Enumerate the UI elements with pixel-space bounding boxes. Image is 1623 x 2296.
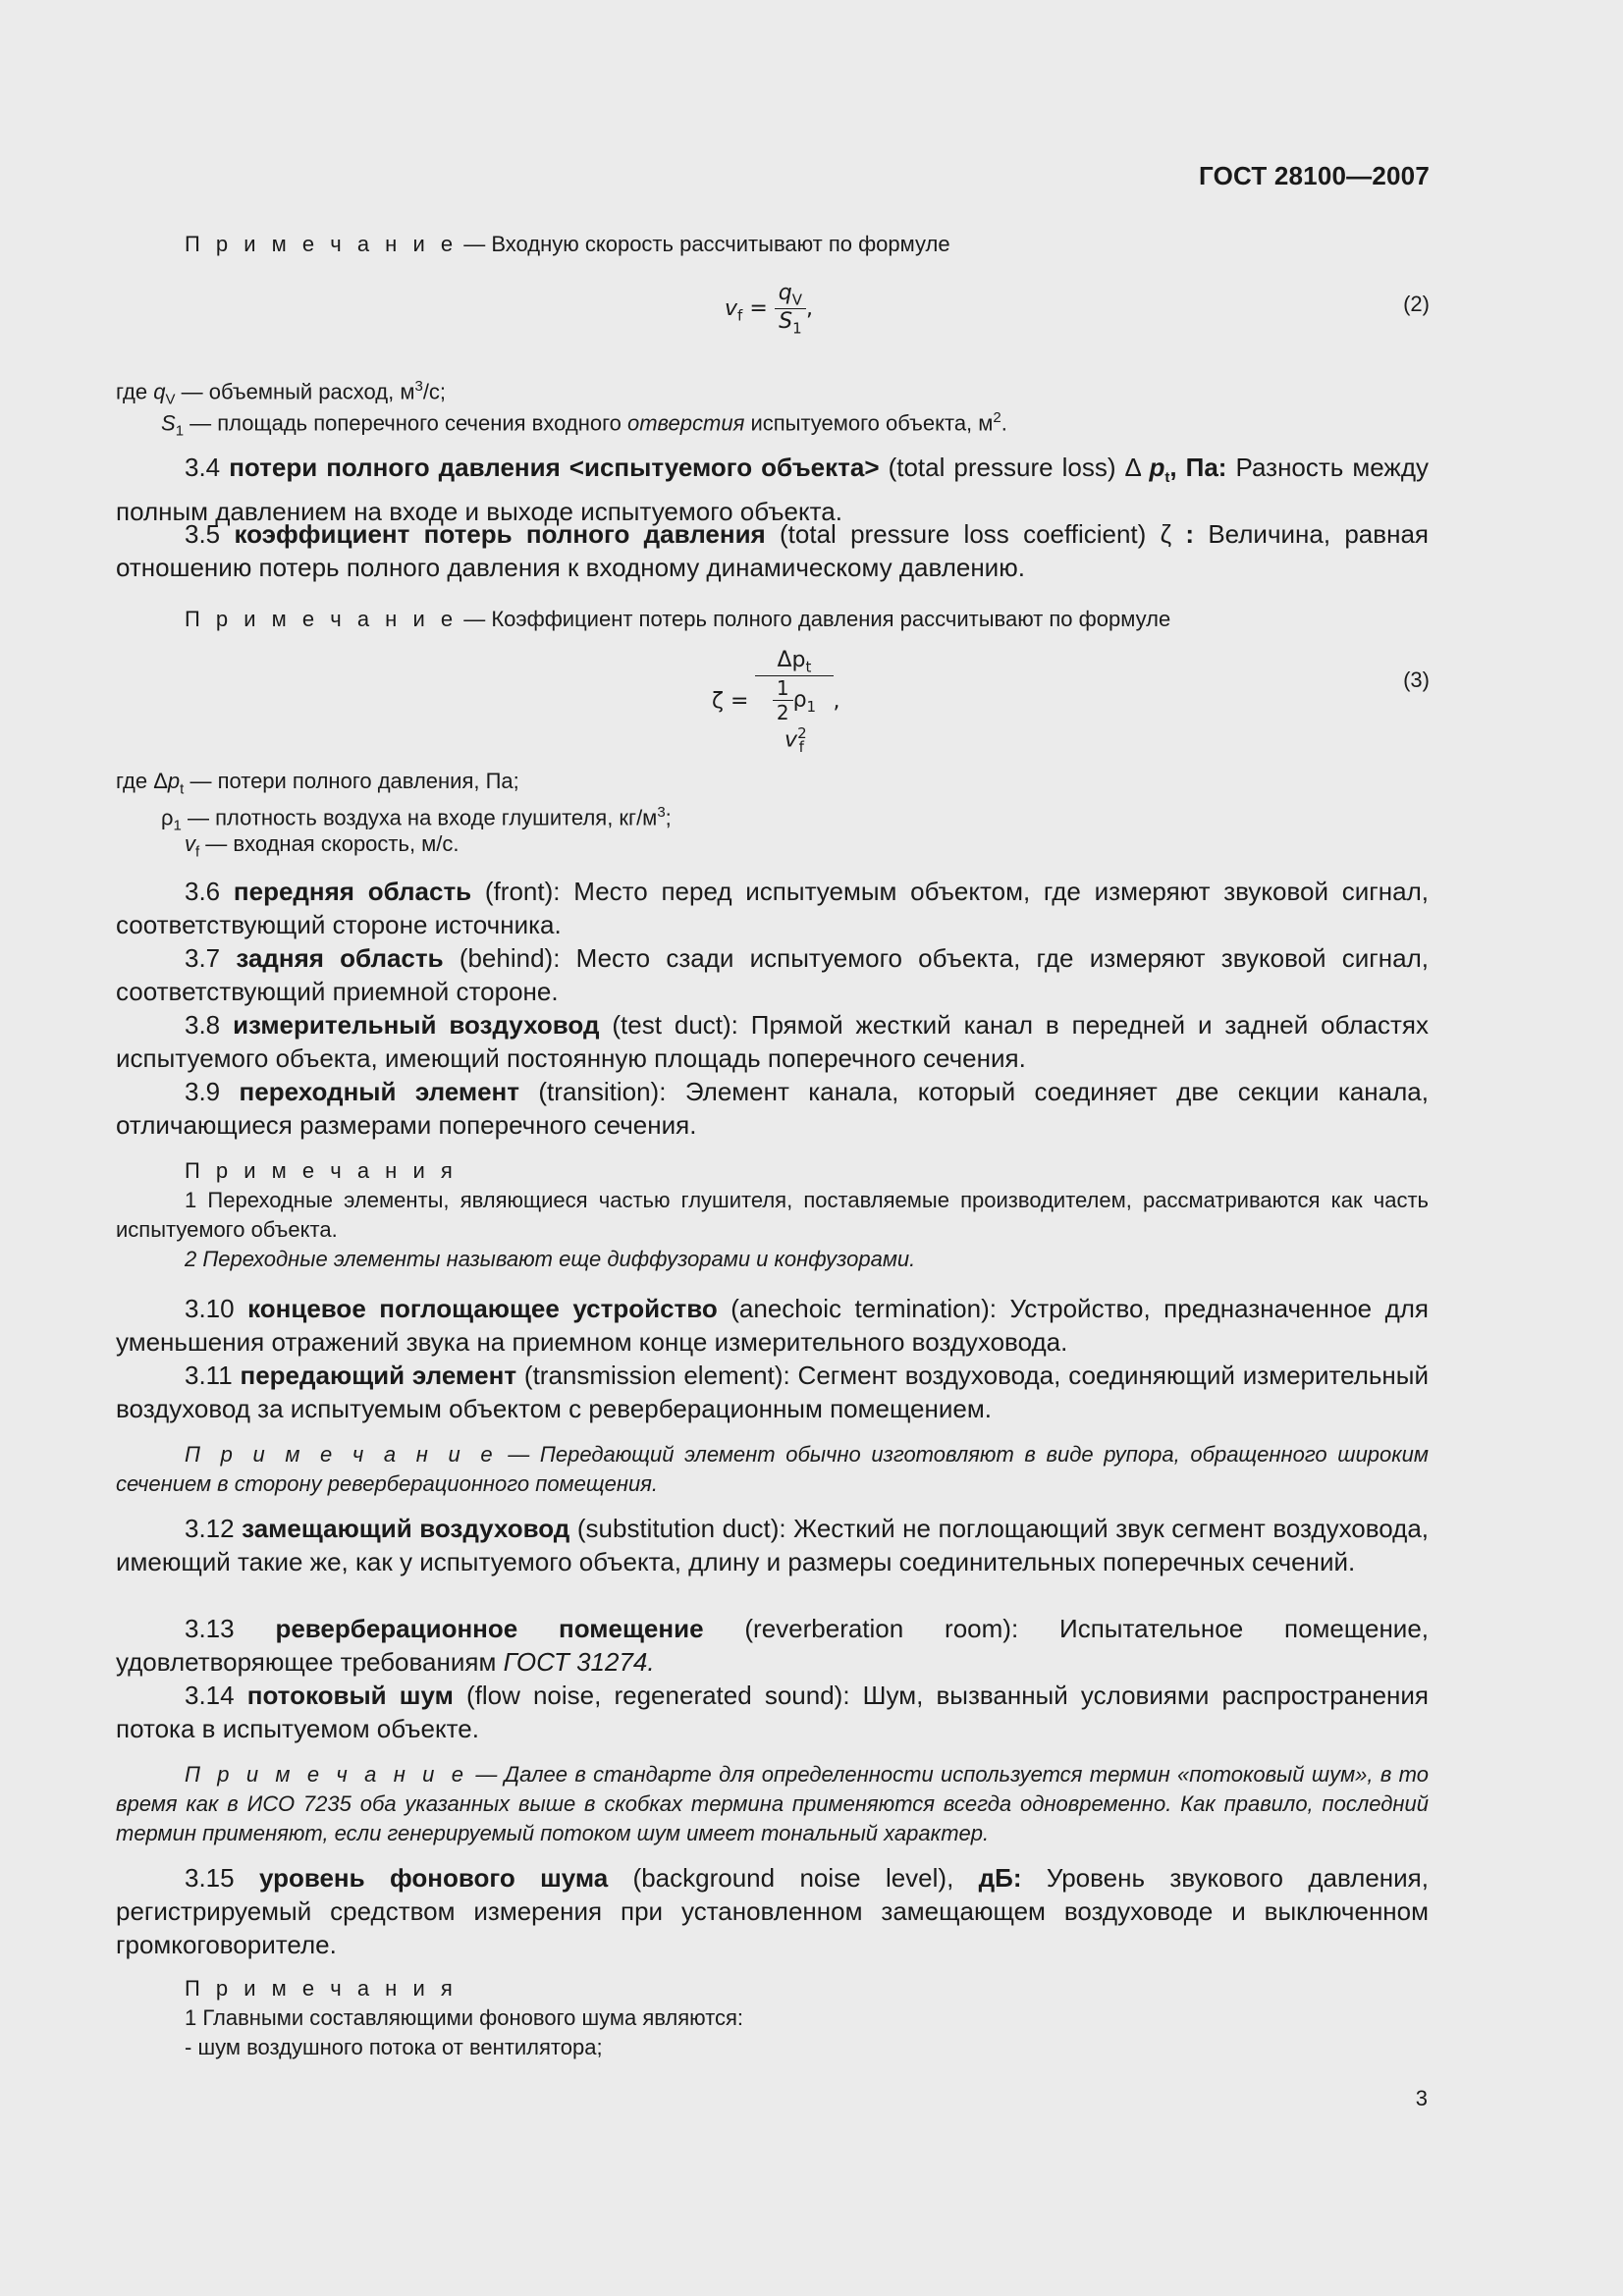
note-label: П р и м е ч а н и е [185,1762,468,1787]
formula-variable: ζ [712,689,724,715]
where-subscript: t [180,780,185,798]
formula-comma: , [805,295,813,321]
where-text: /с; [422,379,447,404]
note-label: П р и м е ч а н и е [185,232,459,256]
note-formula-3 [185,605,1170,634]
formula-fraction [775,281,806,338]
clause-english: (background noise level), [608,1863,979,1893]
clause-3-6 [116,875,1429,941]
note-text: — Передающий элемент обычно изготовляют в виде рупора, обращенного широким сечением в сторону реверберационного помещения. [116,1442,1429,1496]
formula-half [773,676,793,724]
clause-definition: (flow noise, regenerated sound): Шум, вызванный условиями распространения потока в испытуемом объекте. [116,1681,1429,1743]
where-line-v [185,828,460,868]
where-prefix: где Δ [116,769,168,793]
formula-subscript: V [791,291,802,309]
where-line-s [161,402,1007,448]
clause-number: 3.15 [185,1863,259,1893]
where-variable: ρ [161,805,174,830]
clause-symbol: p [1149,453,1165,482]
note-item-1: 1 Главными составляющими фонового шума являются: [185,2005,744,2030]
formula-subscript: t [805,658,812,676]
clause-3-14 [116,1679,1429,1745]
clause-3-9 [116,1075,1429,1142]
formula-fraction [755,648,833,756]
where-text: — площадь поперечного сечения входного [184,410,627,436]
clause-term: уровень фонового шума [258,1863,609,1893]
clause-english: (total pressure loss) Δ [879,453,1150,482]
where-subscript: f [195,843,200,861]
clause-term: потери полного давления <испытуемого объекта> [229,453,880,482]
clause-number: 3.12 [185,1514,243,1543]
clause-term: потоковый шум [246,1681,454,1710]
clause-unit: , Па: [1169,453,1227,482]
clause-number: 3.13 [185,1614,276,1643]
clause-definition: (transition): Элемент канала, который соединяет две секции канала, отличающиеся размерами поперечного сечения. [116,1077,1429,1140]
where-superscript: 3 [414,378,423,395]
formula-subscript: 1 [792,319,802,338]
where-variable: v [185,831,195,856]
formula-denominator: S [779,309,793,335]
where-subscript: V [165,391,176,408]
where-prefix: где [116,379,154,404]
notes-label: П р и м е ч а н и я [185,1976,458,2001]
where-superscript: 3 [657,804,666,821]
clause-3-13 [116,1612,1429,1679]
clause-term: переходный элемент [239,1077,519,1106]
formula-2 [725,281,813,338]
document-number: ГОСТ 28100—2007 [1199,161,1430,190]
where-text: испытуемого объекта, м [744,410,994,436]
clause-term: измерительный воздуховод [233,1010,600,1040]
clause-3-12 [116,1512,1429,1578]
clause-term: коэффициент потерь полного давления [234,519,766,549]
where-superscript: 2 [993,409,1001,426]
clause-term: реверберационное помещение [275,1614,704,1643]
clause-term: передняя область [233,877,472,906]
clause-number: 3.9 [185,1077,240,1106]
clause-definition: (behind): Место сзади испытуемого объекта, где измеряют звуковой сигнал, соответствующий приемной стороне. [116,943,1429,1006]
clause-3-8 [116,1008,1429,1075]
where-text: ; [665,805,672,830]
formula-subscript: 1 [806,698,817,717]
clause-number: 3.5 [185,519,235,549]
note-text: — Коэффициент потерь полного давления рассчитывают по формуле [458,607,1171,631]
clause-unit: дБ: [978,1863,1022,1893]
formula-numerator: q [778,281,792,305]
where-italic: отверстия [626,410,745,436]
clause-number: 3.10 [185,1294,248,1323]
notes-label: П р и м е ч а н и я [185,1158,458,1183]
clause-number: 3.6 [185,877,234,906]
formula-half-num: 1 [773,676,793,701]
clause-number: 3.8 [185,1010,234,1040]
where-variable: p [167,769,181,793]
clause-3-7 [116,941,1429,1008]
formula-rho: ρ [792,687,807,713]
clause-colon: : [1185,519,1195,549]
clause-definition: (front): Место перед испытуемым объектом, где измеряют звуковой сигнал, соответствующий стороне источника. [116,877,1429,939]
note-item-1: 1 Переходные элементы, являющиеся частью глушителя, поставляемые производителем, рассматриваются как часть испытуемого объекта. [116,1188,1429,1242]
equation-number-2: (2) [1403,292,1430,316]
formula-subscript: f [737,306,743,325]
where-text: — плотность воздуха на входе глушителя, кг/м [181,805,658,830]
clause-definition: Уровень звукового давления, регистрируемый средством измерения при установленном замещающем воздуховоде и выключенном громкоговорителе. [116,1863,1429,1959]
clause-number: 3.4 [185,453,230,482]
where-text: . [1001,410,1007,436]
where-subscript: 1 [175,422,185,440]
formula-comma: , [833,689,840,715]
where-text: — потери полного давления, Па; [184,769,519,793]
clause-term: передающий элемент [240,1361,517,1390]
where-variable: q [153,379,166,404]
note-3-14 [116,1760,1429,1848]
clause-english: (total pressure loss coefficient) ζ [765,519,1186,549]
clause-definition: (test duct): Прямой жесткий канал в передней и задней областях испытуемого объекта, имеющий постоянную площадь поперечного сечения. [116,1010,1429,1073]
clause-symbol-sub: t [1164,469,1170,487]
clause-definition: (anechoic termination): Устройство, предназначенное для уменьшения отражений звука на приемном конце измерительного воздуховода. [116,1294,1430,1357]
note-list-item: - шум воздушного потока от вентилятора; [185,2035,603,2059]
clause-3-11 [116,1359,1429,1425]
where-variable: S [161,410,176,436]
formula-variable: v [725,295,738,321]
formula-3 [712,648,840,756]
clause-term: задняя область [236,943,444,973]
note-formula-2 [185,230,950,259]
formula-equals: = [730,689,749,715]
clause-definition: (substitution duct): Жесткий не поглощающий звук сегмент воздуховода, имеющий такие же, как у испытуемого объекта, длину и размеры соединительных поперечных сечений. [116,1514,1429,1576]
clause-number: 3.7 [185,943,237,973]
formula-superscript: 2 [797,724,807,743]
clause-number: 3.11 [185,1361,241,1390]
where-subscript: 1 [173,817,182,834]
where-text: — входная скорость, м/с. [199,831,460,856]
note-text: — Далее в стандарте для определенности используется термин «потоковый шум», в то время как в ИСО 7235 оба указанных выше в скобках термина применяются всегда одновременно. Как правило, последний термин применяют, если генерируемый потоком шум имеет тональный характер. [116,1762,1429,1845]
clause-term: концевое поглощающее устройство [247,1294,718,1323]
standard-reference: ГОСТ 31274. [503,1647,655,1677]
clause-term: замещающий воздуховод [242,1514,570,1543]
clause-3-15 [116,1861,1429,1961]
formula-half-den: 2 [776,701,789,725]
formula-velocity: v [784,727,798,753]
clause-definition: (transmission element): Сегмент воздуховода, соединяющий измерительный воздуховод за испытуемым объектом с реверберационным помещением. [116,1361,1430,1423]
where-text: — объемный расход, м [175,379,415,404]
note-label: П р и м е ч а н и е [185,1442,498,1467]
equation-number-3: (3) [1403,667,1430,692]
clause-definition: Величина, равная отношению потерь полного давления к входному динамическому давлению. [116,519,1429,582]
formula-equals: = [749,295,768,321]
formula-numerator: Δp [777,648,806,672]
note-label: П р и м е ч а н и е [185,607,459,631]
note-item-2: 2 Переходные элементы называют еще диффузорами и конфузорами. [185,1247,916,1271]
page-number: 3 [1415,2086,1428,2110]
note-3-11 [116,1440,1429,1499]
clause-3-10 [116,1292,1429,1359]
clause-definition: Разность между полным давлением на входе и выходе испытуемого объекта. [116,453,1429,527]
formula-subscript: f [798,738,804,757]
clause-number: 3.14 [185,1681,247,1710]
clause-3-5 [116,517,1429,584]
clause-definition: (reverberation room): Испытательное помещение, удовлетворяющее требованиям [116,1614,1430,1677]
note-text: — Входную скорость рассчитывают по формуле [458,232,950,256]
